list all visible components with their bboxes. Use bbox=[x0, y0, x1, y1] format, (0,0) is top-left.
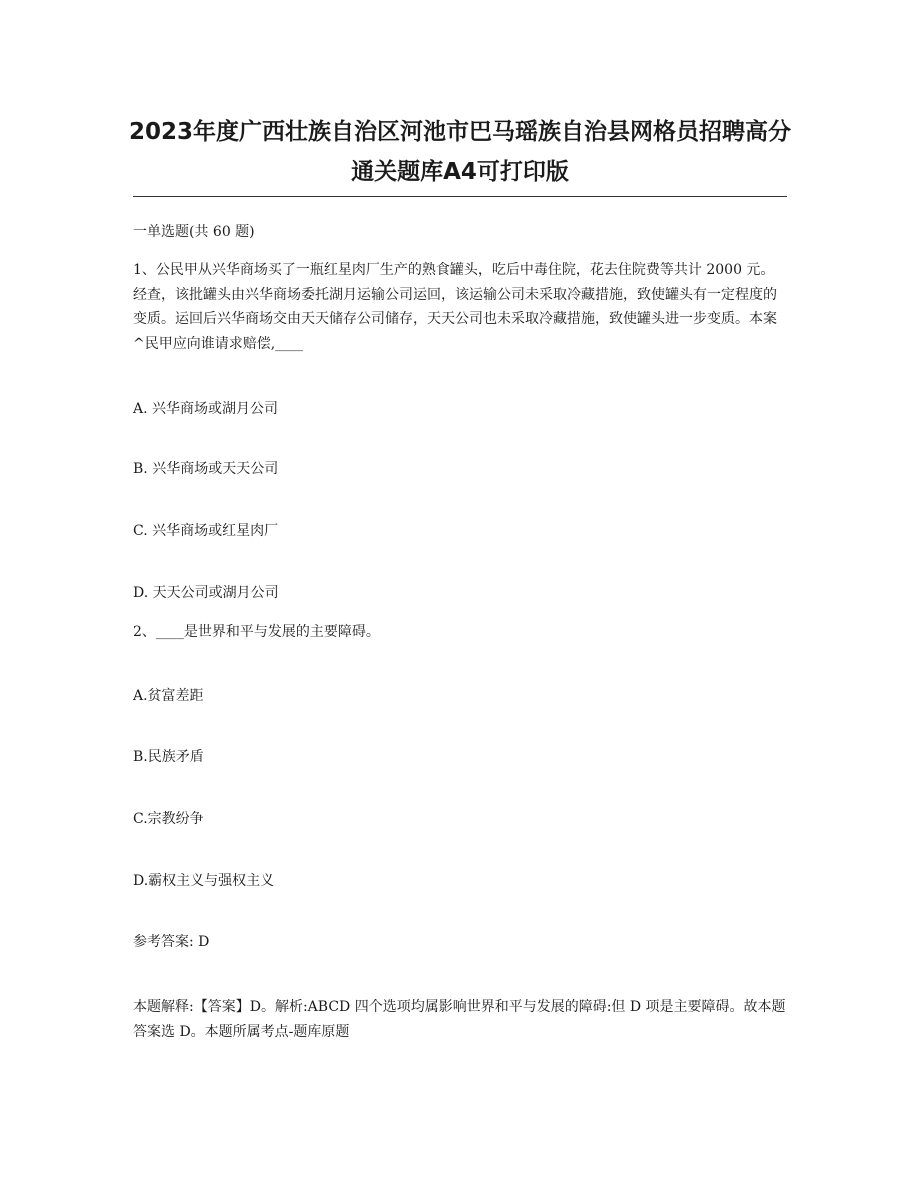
question-2-option-c: C.宗教纷争 bbox=[133, 811, 204, 827]
question-1-stem: 1、公民甲从兴华商场买了一瓶红星肉厂生产的熟食罐头，吃后中毒住院，花去住院费等共计 2000 元。经查，该批罐头由兴华商场委托湖月运输公司运回，该运输公司未采取冷藏措施，致使罐头有一定程度的变质。运回后兴华商场交由天天储存公司储存，天天公司也未采取冷藏措施，致使罐头进一步变质。本案^民甲应向谁请求赔偿,____ bbox=[133, 262, 777, 352]
question-2-stem: 2、____是世界和平与发展的主要障碍。 bbox=[133, 624, 380, 640]
question-2-option-a: A.贫富差距 bbox=[133, 688, 204, 704]
section-header: 一单选题(共 60 题) bbox=[133, 224, 255, 240]
question-1-option-a: A. 兴华商场或湖月公司 bbox=[133, 401, 279, 417]
question-1-option-d: D. 天天公司或湖月公司 bbox=[133, 585, 279, 601]
question-1-option-b: B. 兴华商场或天天公司 bbox=[133, 461, 279, 477]
question-2-option-d: D.霸权主义与强权主义 bbox=[133, 873, 275, 889]
document-title: 2023年度广西壮族自治区河池市巴马瑶族自治县网格员招聘高分通关题库A4可打印版 bbox=[128, 119, 791, 185]
question-2-explanation: 本题解释:【答案】D。解析:ABCD 四个选项均属影响世界和平与发展的障碍:但 D 项是主要障碍。故本题答案选 D。本题所属考点-题库原题 bbox=[133, 999, 786, 1040]
title-divider bbox=[133, 196, 787, 197]
question-2-option-b: B.民族矛盾 bbox=[133, 749, 204, 765]
question-1-option-c: C. 兴华商场或红星肉厂 bbox=[133, 523, 279, 539]
question-2-answer: 参考答案: D bbox=[133, 934, 210, 950]
